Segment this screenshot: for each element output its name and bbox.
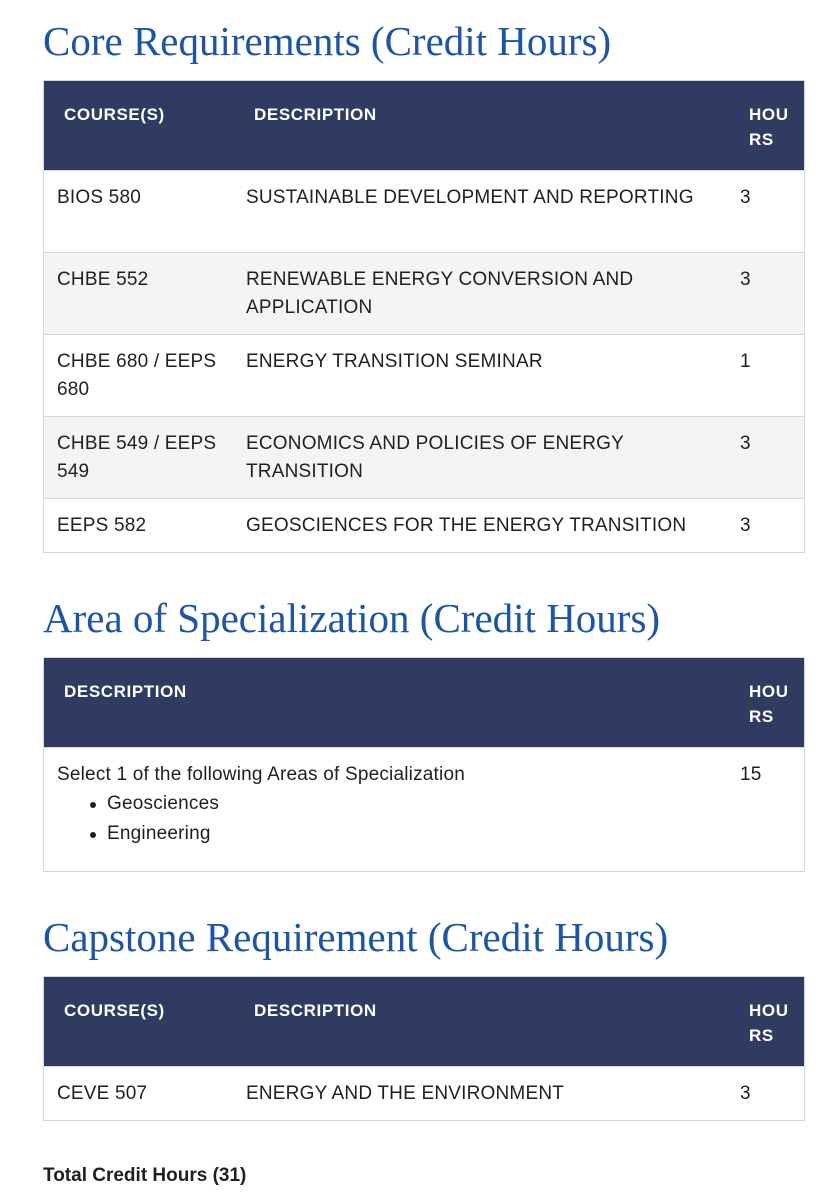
table-header [44, 81, 804, 170]
core-requirements-table [43, 80, 805, 553]
core-requirements-title: Core Requirements (Credit Hours) [43, 18, 612, 64]
course-description: ENERGY AND THE ENVIRONMENT [246, 1083, 565, 1104]
specialization-description [57, 761, 697, 849]
capstone-table [43, 976, 805, 1121]
course-code: CHBE 549 / EEPS 549 [57, 433, 217, 482]
table-header [44, 658, 804, 747]
course-code: BIOS 580 [57, 187, 141, 208]
column-header-description: DESCRIPTION [64, 682, 187, 701]
course-hours: 3 [740, 1083, 751, 1104]
course-code: CEVE 507 [57, 1083, 148, 1104]
table-row [44, 170, 804, 252]
specialization-table [43, 657, 805, 872]
table-row [44, 334, 804, 416]
course-code: EEPS 582 [57, 515, 147, 536]
table-row [44, 416, 804, 498]
table-row [44, 1066, 804, 1120]
course-hours: 3 [740, 433, 751, 454]
course-hours: 3 [740, 269, 751, 290]
course-code: CHBE 552 [57, 269, 149, 290]
specialization-instruction: Select 1 of the following Areas of Specialization [57, 764, 465, 785]
table-header [44, 977, 804, 1066]
course-description: RENEWABLE ENERGY CONVERSION AND APPLICATION [246, 269, 634, 318]
specialization-hours: 15 [740, 764, 762, 785]
list-item: Geosciences [87, 789, 697, 819]
course-hours: 1 [740, 351, 751, 372]
total-credit-hours: Total Credit Hours (31) [43, 1165, 247, 1186]
course-hours: 3 [740, 187, 751, 208]
table-row [44, 252, 804, 334]
column-header-description: DESCRIPTION [254, 1001, 377, 1020]
column-header-hours: HOURS [749, 1001, 789, 1045]
course-description: ECONOMICS AND POLICIES OF ENERGY TRANSITION [246, 433, 624, 482]
table-row [44, 747, 804, 871]
column-header-hours: HOURS [749, 105, 789, 149]
course-hours: 3 [740, 515, 751, 536]
column-header-hours: HOURS [749, 682, 789, 726]
course-description: GEOSCIENCES FOR THE ENERGY TRANSITION [246, 515, 687, 536]
course-code: CHBE 680 / EEPS 680 [57, 351, 217, 400]
specialization-title: Area of Specialization (Credit Hours) [43, 595, 661, 641]
capstone-title: Capstone Requirement (Credit Hours) [43, 914, 669, 960]
specialization-options [57, 789, 697, 849]
table-row [44, 498, 804, 552]
course-description: ENERGY TRANSITION SEMINAR [246, 351, 543, 372]
column-header-description: DESCRIPTION [254, 105, 377, 124]
column-header-course: COURSE(S) [64, 105, 165, 124]
list-item: Engineering [87, 819, 697, 849]
course-description: SUSTAINABLE DEVELOPMENT AND REPORTING [246, 187, 694, 208]
column-header-course: COURSE(S) [64, 1001, 165, 1020]
